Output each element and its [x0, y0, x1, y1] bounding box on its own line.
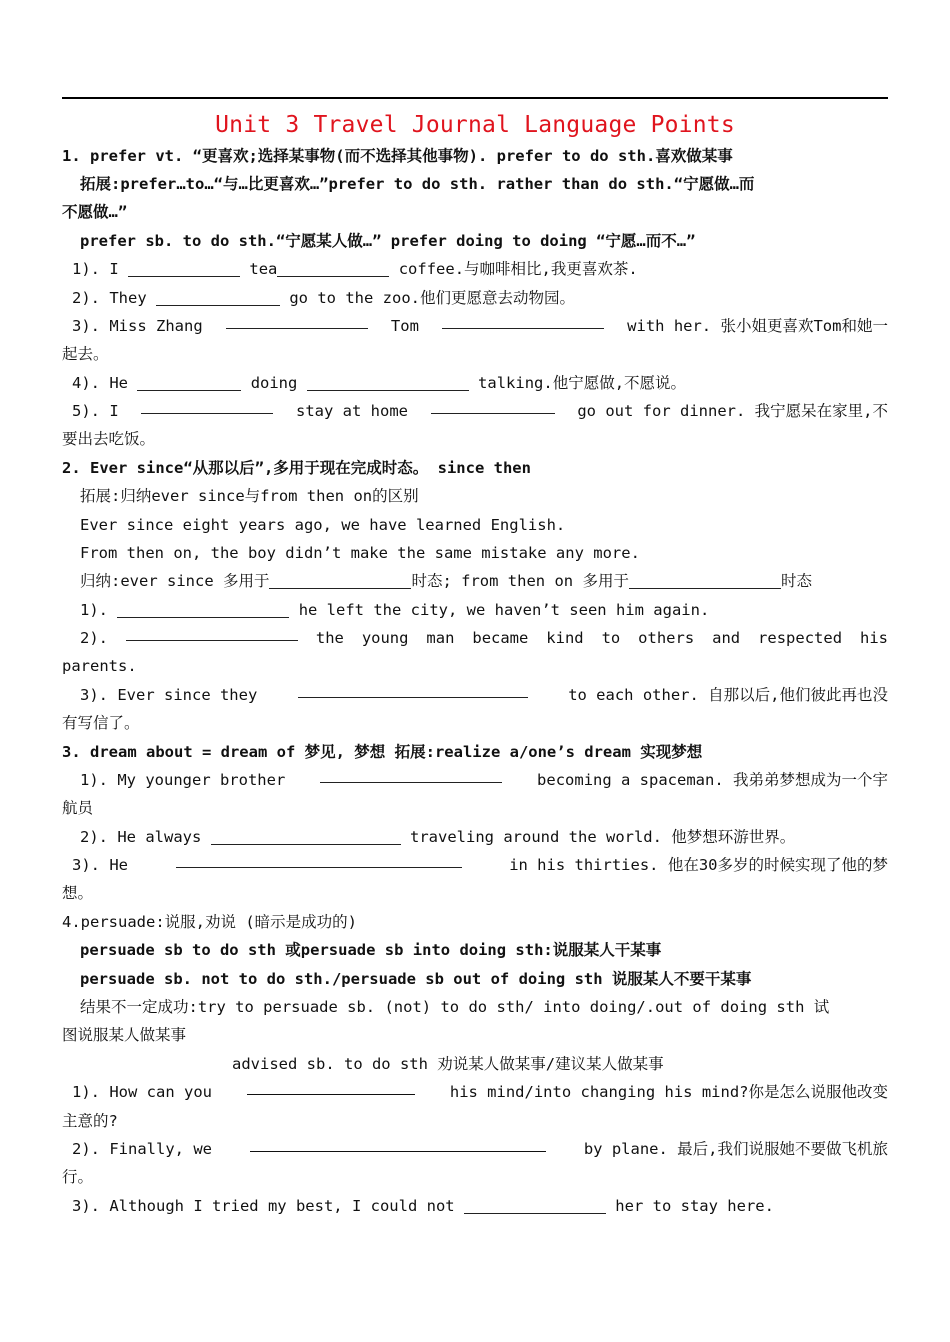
answer-blank[interactable] [307, 374, 469, 391]
answer-blank[interactable] [156, 289, 280, 306]
answer-blank[interactable] [442, 312, 604, 329]
answer-blank[interactable] [211, 828, 401, 845]
answer-blank[interactable] [277, 260, 389, 277]
section-2-example-2: From then on, the boy didn’t make the same mistake any more. [80, 544, 640, 562]
page-title: Unit 3 Travel Journal Language Points [215, 112, 735, 138]
answer-blank[interactable] [320, 766, 502, 783]
section-4-usage-1: persuade sb to do sth 或persuade sb into doing sth:说服某人干某事 [80, 941, 662, 959]
s1-question-3-cont: 起去。 [62, 345, 109, 363]
answer-blank[interactable] [269, 572, 411, 589]
s4-question-1: 1). How can you his mind/into changing his mind?你是怎么说服他改变 [62, 1078, 888, 1106]
section-2-example-1: Ever since eight years ago, we have learned English. [80, 516, 566, 534]
s1-question-5: 5). I stay at home go out for dinner. 我宁愿呆在家里,不 [62, 397, 888, 425]
answer-blank[interactable] [128, 260, 240, 277]
section-2-heading: 2. Ever since“从那以后”,多用于现在完成时态。 since then [62, 459, 531, 477]
section-2-extension: 拓展:归纳ever since与from then on的区别 [80, 487, 419, 505]
s3-question-1-cont: 航员 [62, 799, 94, 817]
section-1-extension-cont: 不愿做…” [62, 203, 128, 221]
s4-question-3: 3). Although I tried my best, I could not her to stay here. [72, 1197, 774, 1215]
section-1-extension: 拓展:prefer…to…“与…比更喜欢…”prefer to do sth. rather than do sth.“宁愿做…而 [80, 175, 755, 193]
top-rule [62, 97, 888, 99]
section-4-advised: advised sb. to do sth 劝说某人做某事/建议某人做某事 [232, 1055, 664, 1073]
answer-blank[interactable] [431, 397, 555, 414]
s3-question-3-cont: 想。 [62, 884, 94, 902]
s1-question-2: 2). They go to the zoo.他们更愿意去动物园。 [72, 289, 575, 307]
answer-blank[interactable] [176, 851, 462, 868]
answer-blank[interactable] [629, 572, 781, 589]
section-1-heading: 1. prefer vt. “更喜欢;选择某事物(而不选择其他事物). prefer to do sth.喜欢做某事 [62, 147, 733, 165]
answer-blank[interactable] [141, 397, 273, 414]
answer-blank[interactable] [250, 1135, 546, 1152]
answer-blank[interactable] [137, 374, 241, 391]
section-1-extension-2: prefer sb. to do sth.“宁愿某人做…” prefer doing to doing “宁愿…而不…” [80, 232, 696, 250]
section-2-summary: 归纳:ever since 多用于 时态; from then on 多用于 时态 [80, 572, 812, 590]
answer-blank[interactable] [226, 312, 368, 329]
section-4-heading: 4.persuade:说服,劝说 (暗示是成功的) [62, 913, 357, 931]
s2-question-3: 3). Ever since they to each other. 自那以后,他们彼此再也没 [62, 681, 888, 709]
answer-blank[interactable] [117, 601, 289, 618]
s2-question-1: 1). he left the city, we haven’t seen him again. [80, 601, 710, 619]
s3-question-1: 1). My younger brother becoming a spaceman. 我弟弟梦想成为一个宇 [62, 766, 888, 794]
answer-blank[interactable] [464, 1197, 606, 1214]
s1-question-5-cont: 要出去吃饭。 [62, 430, 156, 448]
s4-question-2-cont: 行。 [62, 1168, 94, 1186]
s3-question-3: 3). He in his thirties. 他在30多岁的时候实现了他的梦 [62, 851, 888, 879]
section-4-result: 结果不一定成功:try to persuade sb. (not) to do sth/ into doing/.out of doing sth 试 [80, 998, 830, 1016]
answer-blank[interactable] [126, 624, 298, 641]
answer-blank[interactable] [247, 1078, 415, 1095]
s4-question-1-cont: 主意的? [62, 1112, 118, 1130]
section-4-usage-2: persuade sb. not to do sth./persuade sb out of doing sth 说服某人不要干某事 [80, 970, 752, 988]
section-4-result-cont: 图说服某人做某事 [62, 1026, 187, 1044]
s2-question-3-cont: 有写信了。 [62, 714, 140, 732]
answer-blank[interactable] [298, 681, 528, 698]
s2-question-2-cont: parents. [62, 657, 137, 675]
section-3-heading: 3. dream about = dream of 梦见, 梦想 拓展:realize a/one’s dream 实现梦想 [62, 743, 703, 761]
s4-question-2: 2). Finally, we by plane. 最后,我们说服她不要做飞机旅 [62, 1135, 888, 1163]
s2-question-2: 2). the young man became kind to others and respected his [62, 624, 888, 652]
s3-question-2: 2). He always traveling around the world. 他梦想环游世界。 [80, 828, 796, 846]
s1-question-4: 4). He doing talking.他宁愿做,不愿说。 [72, 374, 687, 392]
s1-question-3: 3). Miss Zhang Tom with her. 张小姐更喜欢Tom和她一 [62, 312, 888, 340]
s1-question-1: 1). I tea coffee.与咖啡相比,我更喜欢茶. [72, 260, 638, 278]
